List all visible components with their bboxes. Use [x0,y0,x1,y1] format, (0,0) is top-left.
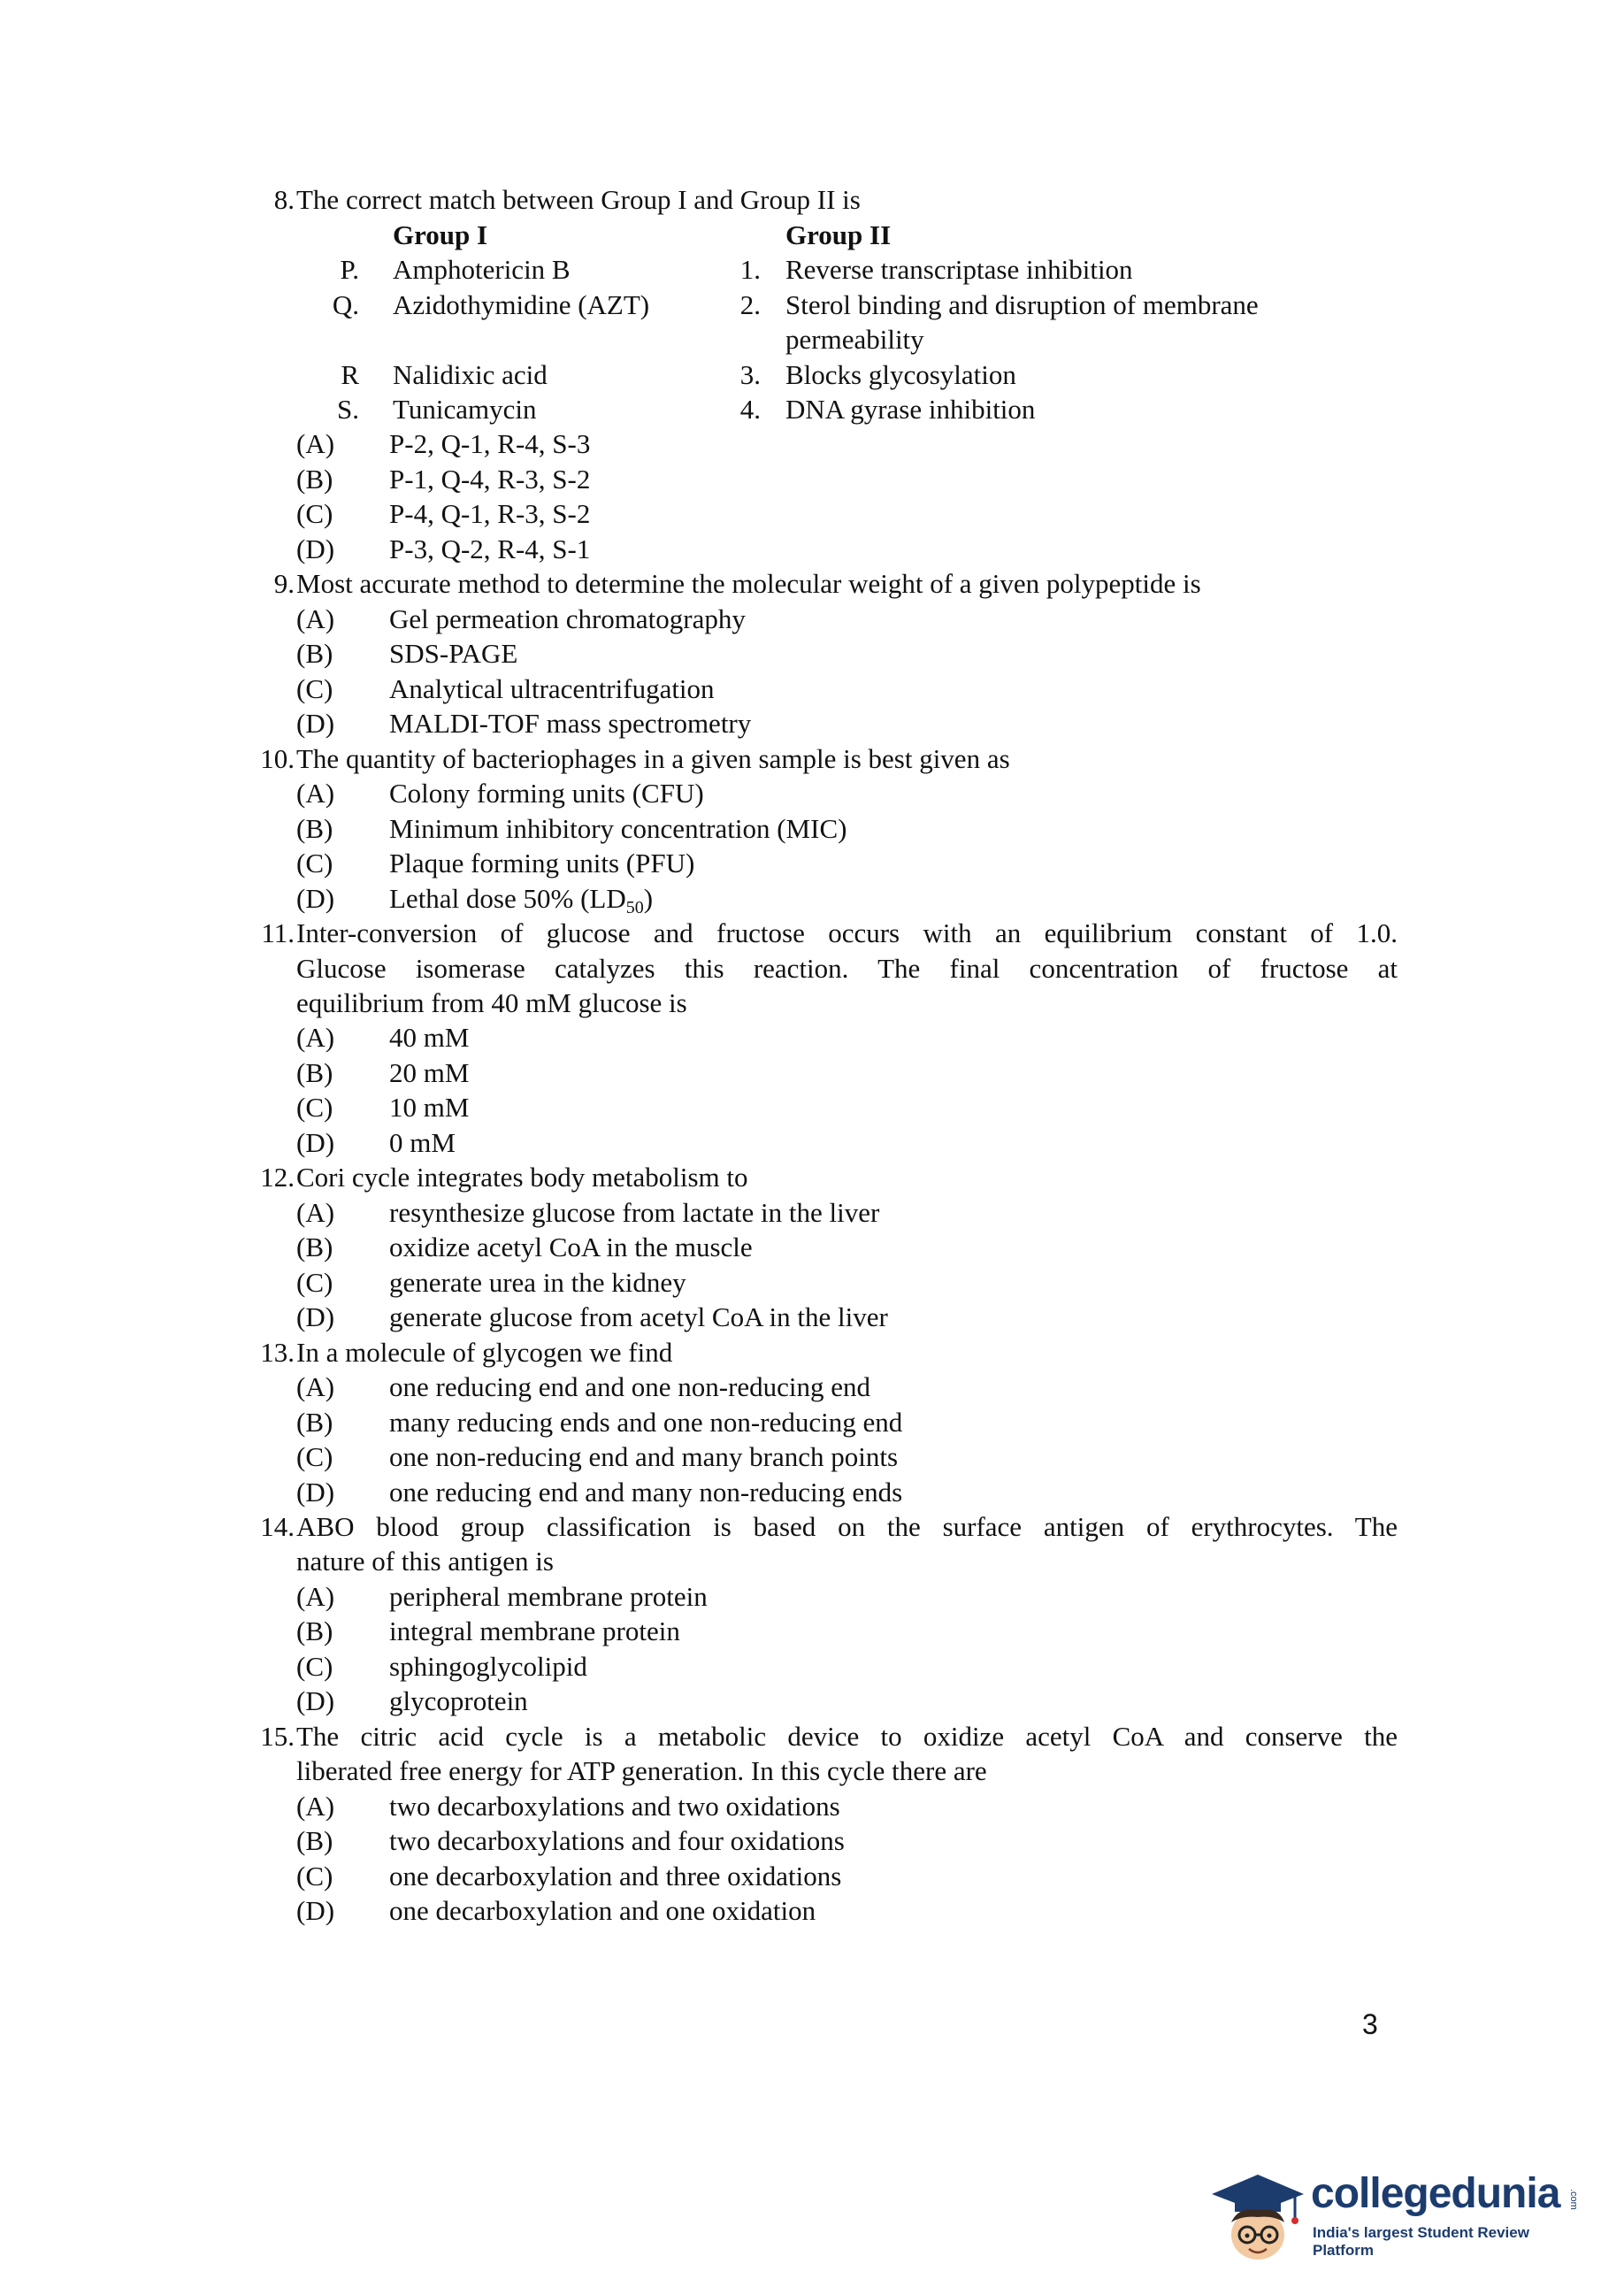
question-text-line: nature of this antigen is [296,1546,554,1577]
question-text-line: The citric acid cycle is a metabolic device to oxidize acetyl CoA and conserve the [296,1721,1398,1752]
group-2-heading: Group II [785,219,892,250]
mascot-icon [1203,2168,1309,2265]
question-number: 12. [260,1162,295,1193]
question-number: 9. [273,568,295,599]
collegedunia-logo[interactable] [1203,2168,1592,2265]
question-number: 14. [260,1511,295,1542]
question-number: 11. [261,917,295,948]
question-number: 13. [260,1337,295,1368]
logo-suffix: .com [1568,2189,1579,2210]
page-number: 3 [1362,2008,1378,2040]
question-text: Most accurate method to determine the molecular weight of a given polypeptide is [296,568,1201,599]
question-number: 10. [260,743,295,774]
question-text: In a molecule of glycogen we find [296,1337,673,1368]
question-text: The correct match between Group I and Group II is [296,184,861,215]
question-text-line: Inter-conversion of glucose and fructose occurs with an equilibrium constant of 1.0. [296,917,1398,948]
question-number: 15. [260,1721,295,1752]
subscript: 50 [625,898,644,917]
question-text: Cori cycle integrates body metabolism to [296,1162,748,1193]
question-text-line: ABO blood group classification is based on the surface antigen of erythrocytes. The [296,1511,1398,1542]
match-row-continuation: permeability [785,324,924,355]
document-page: 8. The correct match between Group I and Group II is Group I Group II P. Amphotericin B 1. Reverse transcriptase inhibition Q. Azidothymidine (AZT) 2. Sterol binding and disruption of membrane permeability R Nalidixic acid 3. Blocks glycosylation S. Tunicamycin 4. DNA gyrase inhibition (A) P-2, Q-1, R-4, S-3 (B) P-1, Q-4, R-3, S-2 (C) P-4, Q-1, R-3, S-2 (D) P-3, Q-2, R-4, S-1 9. Most accurate method to determine the molecular weight of a given polypeptide is (A) Gel permeation chromatography (B) SDS-PAGE (C) Analytical ultracentrifugation (D) MALDI-TOF mass spectrometry 10. The quantity of bacteriophages in a given sample is best given as (A) Colony forming units (CFU) (B) Minimum inhibitory concentration (MIC) (C) Plaque forming units (PFU) (D) Lethal dose 50% $(LD_{50})$ 11. Inter-conversion of glucose and fructose occurs with an equilibrium constant of 1.0. Glucose isomerase catalyzes this reaction. The final concentration of fructose at equilibrium from 40 mM glucose is (A) 40 mM (B) 20 mM (C) 10 mM (D) 0 mM 12. Cori cycle integrates body metabolism to (A) resynthesize glucose from lactate in the liver (B) oxidize acetyl CoA in the muscle (C) generate urea in the kidney (D) generate glucose from acetyl CoA in the liver 13. In a molecule of glycogen we find (A) one reducing end and one non-reducing end (B) many reducing ends and one non-reducing end (C) one non-reducing end and many branch points (D) one reducing end and many non-reducing ends 14. ABO blood group classification is based on the surface antigen of erythrocytes. The nature of this antigen is (A) peripheral membrane protein (B) integral membrane protein (C) sphingoglycolipid (D) glycoprotein 15. The citric acid cycle is a metabolic device to oxidize acetyl CoA and conserve the liberated free energy for ATP generation. In this cycle there are (A) two decarboxylations and two oxidations (B) two decarboxylations and four oxidations (C) one decarboxylation and three oxidations (D) one decarboxylation and one oxidation 3 collegedunia .com India's largest Student Review Platform [0,0,1624,2279]
question-text: The quantity of bacteriophages in a given sample is best given as [296,743,1010,774]
question-text-line: liberated free energy for ATP generation. In this cycle there are [296,1755,987,1786]
question-number: 8. [273,184,295,215]
logo-wordmark: collegedunia [1311,2170,1560,2217]
question-text-line: Glucose isomerase catalyzes this reaction. The final concentration of fructose at [296,953,1398,984]
question-text-line: equilibrium from 40 mM glucose is [296,987,687,1018]
logo-tagline: India's largest Student Review Platform [1313,2224,1529,2259]
group-1-heading: Group I [393,219,488,250]
